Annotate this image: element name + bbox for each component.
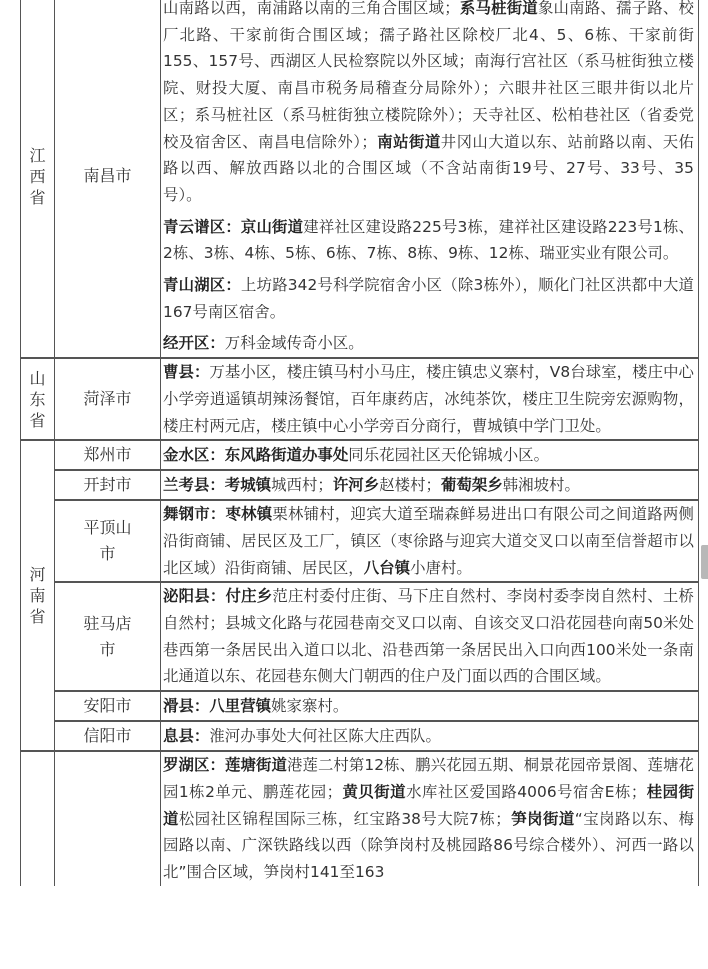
district-label: 南站街道: [376, 132, 441, 151]
province-char: 省: [29, 607, 46, 627]
table-row: [21, 691, 699, 721]
district-label: 泌阳县：付庄乡: [163, 587, 273, 606]
table-row: [21, 470, 699, 500]
province-char: 西: [29, 166, 46, 186]
city-cell-heze: 菏泽市: [55, 358, 161, 440]
district-label: 经开区：: [163, 334, 225, 353]
city-cell-empty: [55, 751, 161, 886]
province-cell-jiangxi: [21, 0, 55, 358]
scrollbar-thumb[interactable]: [701, 545, 708, 579]
district-label: 黄贝街道: [342, 782, 407, 801]
district-label: 金水区：东风路街道办事处: [163, 445, 349, 464]
detail-cell-kaifeng: [161, 470, 699, 500]
province-char: 河: [29, 565, 46, 585]
detail-cell-shenzhen: [161, 751, 699, 886]
risk-area-table: [20, 0, 699, 886]
province-char: 省: [29, 410, 46, 430]
district-label: 兰考县：考城镇: [163, 475, 272, 494]
province-cell-empty: [21, 751, 55, 886]
city-name-part: 驻马店: [83, 613, 132, 633]
district-label: 滑县：八里营镇: [163, 696, 272, 715]
detail-text: 水库社区爱国路4006号宿舍E栋；: [406, 782, 647, 801]
city-cell-anyang: 安阳市: [55, 691, 161, 721]
table-row: [21, 0, 699, 358]
detail-paragraph: [163, 330, 694, 357]
detail-text: 姚家寨村。: [271, 696, 349, 715]
detail-cell-xinyang: [161, 721, 699, 751]
detail-text: 山南路以西，南浦路以南的三角合围区域；: [163, 0, 460, 17]
table-row: [21, 721, 699, 751]
city-cell-nanchang: 南昌市: [55, 0, 161, 358]
district-label: 许河乡: [332, 475, 380, 494]
detail-text: 井冈山大道以东、站前路以南、天佑路以西、解放西路以北的合围区域（不含站南街19号、27号、33号、35号）。: [163, 132, 694, 204]
district-label: 息县：: [163, 726, 210, 745]
detail-text: 小唐村。: [410, 558, 472, 577]
city-cell-kaifeng: 开封市: [55, 470, 161, 500]
city-cell-xinyang: 信阳市: [55, 721, 161, 751]
district-label: 葡萄架乡: [440, 475, 503, 494]
table-row: [21, 358, 699, 440]
detail-text: 同乐花园社区天伦锦城小区。: [348, 445, 550, 464]
detail-text: 万科金域传奇小区。: [224, 334, 364, 353]
city-cell-pingdingshan: [55, 500, 161, 582]
detail-cell-anyang: [161, 691, 699, 721]
table-row: [21, 440, 699, 470]
detail-text: 城西村；: [271, 475, 333, 494]
detail-paragraph: [163, 272, 694, 325]
district-label: 青云谱区：京山街道: [163, 217, 304, 236]
detail-paragraph: [163, 0, 694, 209]
detail-cell-zhumadian: [161, 582, 699, 691]
city-name-part: 市: [99, 544, 116, 564]
detail-cell-heze: [161, 358, 699, 440]
city-name-part: 平顶山: [83, 518, 132, 538]
province-cell-henan: [21, 440, 55, 751]
detail-text: 栗林铺村，迎宾大道至瑞森鲜易进出口有限公司之间道路两侧沿街商铺、居民区及工厂，镇区（枣徐路与迎宾大道交叉口以南至信誉超市以北区域）沿街商铺、居民区，: [163, 505, 694, 577]
detail-text: 上坊路342号科学院宿舍小区（除3栋外），顺化门社区洪都中大道167号南区宿舍。: [163, 276, 694, 321]
detail-cell-nanchang: [161, 0, 699, 358]
table-row: [21, 751, 699, 886]
district-label: 曹县：: [163, 363, 210, 382]
district-label: 系马桩街道: [459, 0, 538, 17]
detail-text: 赵楼村；: [379, 475, 441, 494]
table-row: [21, 500, 699, 582]
detail-text: 范庄村委付庄街、马下庄自然村、李岗村委李岗自然村、土桥自然村；县城文化路与花园巷南交叉口以南、自该交叉口沿花园巷向南50米处巷西第一条居民出入道口以北、沿巷西第一条居民出入口向西100米处一条南北通道以东、花园巷东侧大门朝西的住户及门面以西的合围区域。: [163, 587, 694, 686]
detail-cell-zhengzhou: [161, 440, 699, 470]
table-row: [21, 582, 699, 691]
detail-text: 万基小区，楼庄镇马村小马庄，楼庄镇忠义寨村，V8台球室，楼庄中心小学旁逍遥镇胡辣汤餐馆，百年康药店，冰纯茶饮，楼庄卫生院旁宏源购物，楼庄村两元店，楼庄镇中心小学旁百分商行，曹城镇中学门卫处。: [163, 363, 694, 435]
detail-text: 松园社区锦程国际三栋，红宝路38号大院7栋；: [178, 809, 511, 828]
province-char: 南: [29, 586, 46, 606]
district-label: 罗湖区：莲塘街道: [163, 756, 287, 775]
district-label: 青山湖区：: [163, 276, 241, 295]
province-cell-shandong: [21, 358, 55, 440]
detail-text: 港莲二村第12栋、鹏兴花园五期、桐景花园帝景阁、莲塘花园1栋2单元、鹏莲花园；: [163, 756, 694, 801]
city-name-part: 市: [99, 639, 116, 659]
detail-text: “宝岗路以东、梅园路以南、广深铁路线以西（除笋岗村及桃园路86号综合楼外）、河西一路以北”围合区域，笋岗村141至163: [163, 809, 694, 881]
province-char: 山: [29, 368, 46, 388]
detail-text: 建祥社区建设路225号3栋，建祥社区建设路223号1栋、2栋、3栋、4栋、5栋、6栋、7栋、8栋、9栋、12栋、瑞亚实业有限公司。: [163, 217, 694, 263]
detail-text: 象山南路、孺子路、校厂北路、干家前街合围区域；孺子路社区除校厂北4、5、6栋、干家前街155、157号、西湖区人民检察院以外区域；南海行宫社区（系马桩街独立楼院、财投大厦、南昌市税务局稽查分局除外）；六眼井社区三眼井街以北片区；系马桩社区（系马桩街独立楼院除外）；天寺社区、松柏巷社区（省委党校及宿舍区、南昌电信除外）；: [163, 0, 694, 151]
district-label: 笋岗街道: [510, 809, 575, 828]
detail-text: 淮河办事处大何社区陈大庄西队。: [209, 726, 441, 745]
district-label: 八台镇: [363, 558, 411, 577]
district-label: 舞钢市：枣林镇: [163, 505, 273, 524]
province-char: 东: [29, 389, 46, 409]
detail-paragraph: [163, 214, 694, 267]
city-cell-zhengzhou: 郑州市: [55, 440, 161, 470]
district-label: 桂园街道: [163, 782, 695, 828]
province-char: 省: [29, 187, 46, 207]
detail-cell-pingdingshan: [161, 500, 699, 582]
city-cell-zhumadian: [55, 582, 161, 691]
detail-text: 韩湘坡村。: [502, 475, 580, 494]
province-char: 江: [29, 145, 46, 165]
